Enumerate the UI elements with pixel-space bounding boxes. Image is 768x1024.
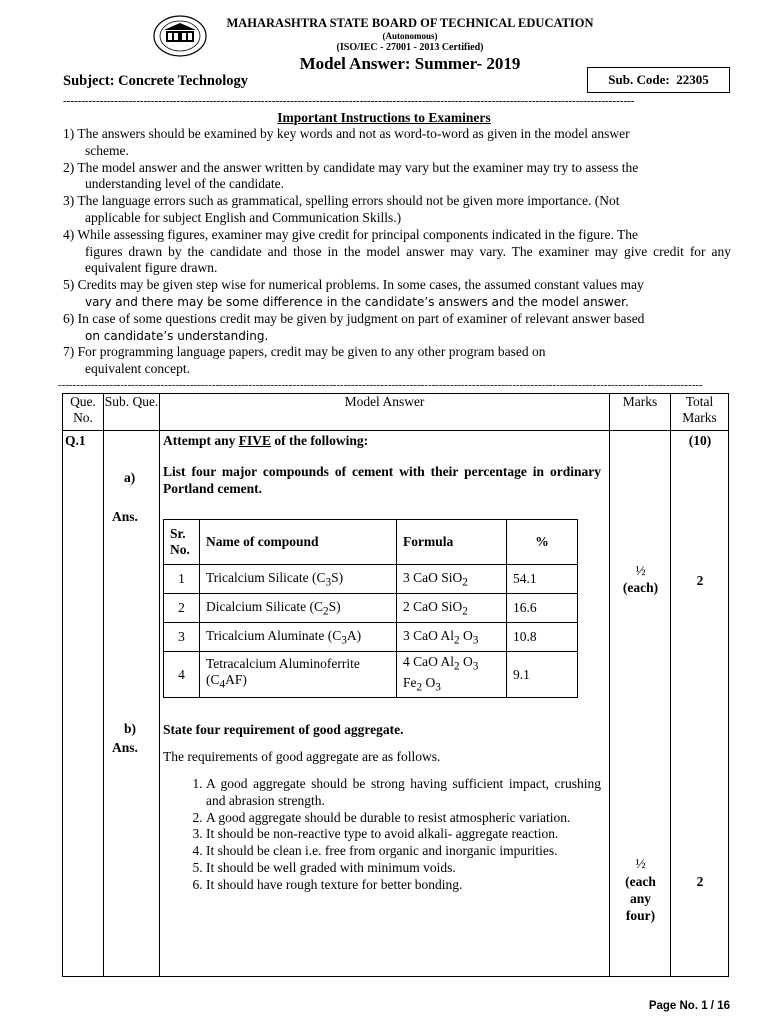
compound-cell: Tricalcium Aluminate $(C_3A)$ (200, 623, 397, 652)
q1-instruction: Attempt any FIVE of the following: (163, 433, 369, 448)
percent-cell: 10.8 (507, 623, 578, 652)
col-que-no: Que. No. (63, 394, 104, 431)
instructions-list (63, 126, 731, 378)
sr-cell: 2 (164, 594, 200, 623)
table-row (164, 594, 578, 623)
requirements-list (160, 776, 601, 894)
percent-cell: 16.6 (507, 594, 578, 623)
ans-label-b: Ans. (112, 740, 138, 755)
a-total: 2 (696, 573, 704, 588)
document-title: Model Answer: Summer- 2019 (299, 54, 521, 73)
sub-question-a: a) (124, 470, 136, 485)
autonomous-label: (Autonomous) (382, 31, 438, 41)
marks-b-value: ½ (635, 856, 646, 871)
list-item: 2. A good aggregate should be durable to resist atmospheric variation. (206, 810, 601, 827)
marks-a-each: (each) (622, 580, 659, 595)
question-b-text: State four requirement of good aggregate. (163, 722, 404, 737)
instruction-item: 2) The model answer and the answer written by candidate may vary but the examiner may try to assess the understanding level of the candidate. (63, 159, 639, 192)
list-item: 4. It should be clean i.e. free from organic and inorganic impurities. (206, 843, 601, 860)
sr-cell: 4 (164, 652, 200, 698)
separator-line: ------------------------------------------------------------------------------------------------------------------------------------------------------------ (63, 96, 635, 106)
instruction-item: 7) For programming language papers, credit may be given to any other program based on equivalent concept. (63, 344, 546, 377)
page-number: Page No. 1 / 16 (648, 1000, 730, 1012)
ans-label-a: Ans. (112, 509, 138, 524)
col-model-answer: Model Answer (160, 394, 610, 431)
total-marks-cell (671, 431, 729, 977)
model-answer-table (62, 393, 729, 977)
instruction-item: 4) While assessing figures, examiner may give credit for principal components indicated in the figure. The (63, 226, 638, 242)
sub-code-value: 22305 (676, 72, 709, 87)
msbte-logo (152, 14, 208, 58)
table-row (164, 565, 578, 594)
col-sub-que: Sub. Que. (104, 394, 160, 431)
formula-cell: 3 CaO SiO$_2$ (397, 565, 507, 594)
header-compound: Name of compound (200, 520, 397, 565)
cement-compounds-table (163, 519, 578, 698)
sub-code-label: Sub. Code: (608, 72, 670, 87)
list-item: 5. It should be well graded with minimum voids. (206, 860, 601, 877)
compounds-header-row (164, 520, 578, 565)
instruction-item: 3) The language errors such as grammatical, spelling errors should not be given more importance. (Not applicable for subject English and Communication Skills.) (63, 193, 620, 225)
model-answer-cell (160, 431, 610, 977)
compound-cell: Dicalcium Silicate $(C_2S)$ (200, 594, 397, 623)
sr-cell: 1 (164, 565, 200, 594)
marks-cell (610, 431, 671, 977)
marks-b-four: four) (625, 908, 656, 923)
msbte-logo-icon (152, 14, 208, 58)
sub-code-box (587, 67, 730, 93)
marks-b-each: (each (625, 874, 656, 889)
table-header-row (63, 394, 729, 431)
instruction-item: 5) Credits may be given step wise for numerical problems. In some cases, the assumed constant values may vary and there may be some difference in the candidate’s answers and the model answer. (63, 277, 644, 309)
header-formula: Formula (397, 520, 507, 565)
que-no-cell (63, 431, 104, 977)
sub-question-b: b) (124, 721, 137, 736)
percent-cell: 9.1 (507, 652, 578, 698)
question-a-text: List four major compounds of cement with their percentage in ordinary Portland cement. (163, 464, 601, 496)
instruction-item: 1) The answers should be examined by key words and not as word-to-word as given in the model answer scheme. (63, 126, 630, 158)
header-percent: % (507, 520, 578, 565)
board-name: MAHARASHTRA STATE BOARD OF TECHNICAL EDUCATION (226, 16, 594, 30)
list-item: 6. It should have rough texture for better bonding. (206, 877, 601, 894)
formula-cell: 2 CaO SiO$_2$ (397, 594, 507, 623)
marks-a-value: ½ (635, 563, 646, 578)
question-b-intro: The requirements of good aggregate are as follows. (163, 749, 441, 764)
list-item: 1. A good aggregate should be strong having sufficient impact, crushing and abrasion strength. (206, 776, 601, 810)
compound-cell: Tricalcium Silicate $(C_3S)$ (200, 565, 397, 594)
header-sr-no: Sr. No. (164, 520, 200, 565)
question-number: Q.1 (65, 433, 86, 448)
table-row-q1 (63, 431, 729, 977)
sub-que-cell (104, 431, 160, 977)
sr-cell: 3 (164, 623, 200, 652)
subject-name: Subject: Concrete Technology (63, 73, 249, 89)
iso-certification: (ISO/IEC - 27001 - 2013 Certified) (336, 42, 484, 53)
table-row (164, 652, 578, 698)
separator-line-2: -------------------------------------------------------------------------------------------------------------------------------------------------------------------------------- (58, 380, 703, 390)
table-row (164, 623, 578, 652)
q1-total: (10) (688, 433, 712, 448)
formula-cell: 3 CaO $Al_2$ $O_3$ (397, 623, 507, 652)
b-total: 2 (696, 874, 704, 889)
col-total-marks: Total Marks (671, 394, 729, 431)
instruction-item: 6) In case of some questions credit may be given by judgment on part of examiner of relevant answer based on candidate’s understanding. (63, 310, 645, 343)
instructions-heading: Important Instructions to Examiners (277, 110, 491, 125)
marks-b-any: any (629, 891, 651, 906)
col-marks: Marks (610, 394, 671, 431)
percent-cell: 54.1 (507, 565, 578, 594)
formula-cell: 4 CaO $Al_2$ $O_3$ $Fe_2$ $O_3$ (397, 652, 507, 698)
instruction-item-cont: figures drawn by the candidate and those in the model answer may vary. The examiner may give credit for any equivalent figure drawn. (85, 243, 731, 276)
compound-cell: Tetracalcium Aluminoferrite $(C_4AF)$ (200, 652, 397, 698)
list-item: 3. It should be non-reactive type to avoid alkali- aggregate reaction. (206, 826, 601, 843)
